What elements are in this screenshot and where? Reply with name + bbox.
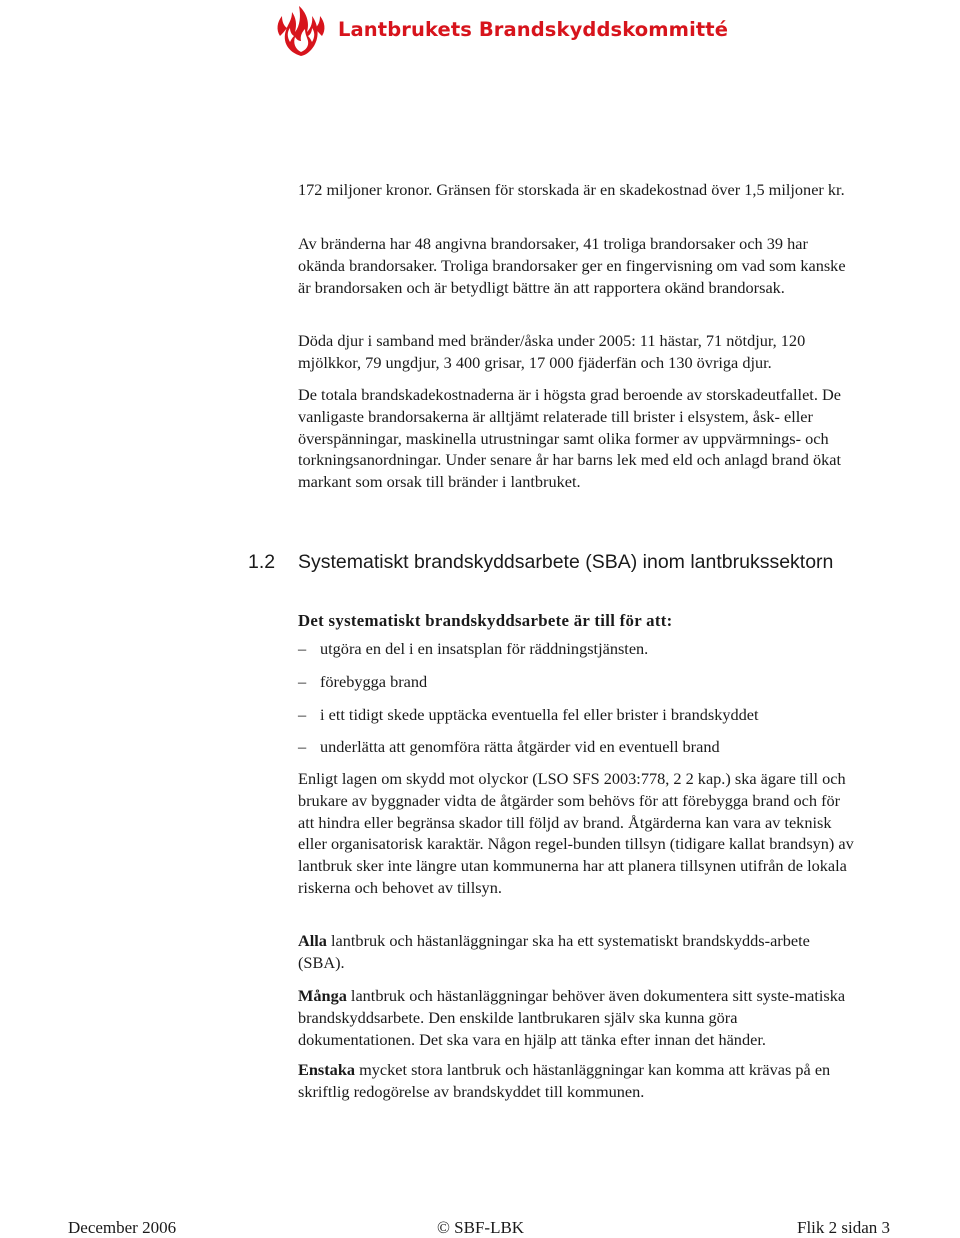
dash-bullet: – [298,639,307,658]
lead-word-manga: Många [298,986,347,1005]
list-item-text: i ett tidigt skede upptäcka eventuella fel eller brister i brandskyddet [320,705,759,724]
lead-word-enstaka: Enstaka [298,1060,356,1079]
dash-bullet: – [298,672,307,691]
paragraph-dead-animals: Döda djur i samband med bränder/åska under 2005: 11 hästar, 71 nötdjur, 120 mjölkkor, 79 ungdjur, 3 400 grisar, 17 000 fjäderfän och 130 övriga djur. [298,331,806,372]
paragraph-manga-text: lantbruk och hästanläggningar behöver även dokumentera sitt syste-matiska brandskyddsarbete. Den enskilde lantbrukaren själv ska kunna göra dokumentationen. Det ska vara en hjälp att tänka efter innan det händer. [298,986,846,1049]
paragraph-manga [298,985,858,1050]
dash-bullet: – [298,705,307,724]
footer-page-number: Flik 2 sidan 3 [797,1218,891,1237]
subheading: Det systematiskt brandskyddsarbete är till för att: [298,611,673,630]
section-title: Systematiskt brandskyddsarbete (SBA) inom lantbrukssektorn [298,551,834,573]
paragraph-enstaka-text: mycket stora lantbruk och hästanläggningar kan komma att krävas på en skriftlig redogörelse av brandskyddet till kommunen. [298,1060,831,1101]
paragraph-law: Enligt lagen om skydd mot olyckor (LSO SFS 2003:778, 2 2 kap.) ska ägare till och brukare av byggnader vidta de åtgärder som behövs för att förebygga brand och för att hindra eller begränsa skador till följd av brand. Åtgärderna kan vara av teknisk eller organisatorisk karaktär. Någon regel-bunden tillsyn (tidigare kallat brandsyn) av lantbruk sker inte längre utan kommunerna har att planera tillsynen utifrån de lokala riskerna och behovet av tillsyn. [298,769,854,897]
list-item-text: utgöra en del i en insatsplan för räddningstjänsten. [320,639,649,658]
footer-copyright: © SBF-LBK [437,1218,525,1237]
paragraph-damage-cost: 172 miljoner kronor. Gränsen för storskada är en skadekostnad över 1,5 miljoner kr. [298,180,845,199]
paragraph-alla-text: lantbruk och hästanläggningar ska ha ett systematiskt brandskydds-arbete (SBA). [298,931,810,972]
paragraph-enstaka [298,1059,858,1103]
section-number: 1.2 [248,551,276,573]
organization-name: Lantbrukets Brandskyddskommitté [338,18,729,41]
footer-date: December 2006 [68,1218,177,1237]
paragraph-alla [298,930,858,974]
list-item-text: förebygga brand [320,672,428,691]
lead-word-alla: Alla [298,931,327,950]
paragraph-fire-costs: De totala brandskadekostnaderna är i högsta grad beroende av storskadeutfallet. De vanligaste brandorsakerna är alltjämt relaterade till brister i elsystem, åsk- eller överspänningar, maskinella utrustningar samt olika former av uppvärmnings- och torkningsanordningar. Under senare år har barns lek med eld och anlagd brand ökat markant som orsak till bränder i lantbruket. [298,385,841,492]
dash-bullet: – [298,737,307,756]
list-item-text: underlätta att genomföra rätta åtgärder vid en eventuell brand [320,737,720,756]
paragraph-fire-causes: Av bränderna har 48 angivna brandorsaker, 41 troliga brandorsaker och 39 har okända brandorsaker. Troliga brandorsaker ger en fingervisning om vad som kanske är brandorsaken och är betydligt bättre än att rapportera okänd brandorsak. [298,234,846,297]
flame-logo-icon [270,2,332,58]
